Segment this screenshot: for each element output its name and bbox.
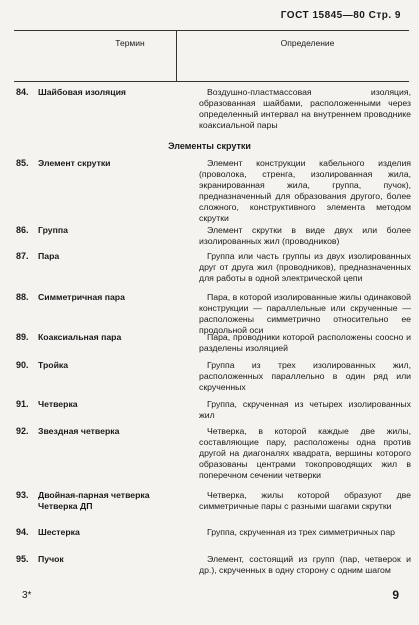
entry-number: 91.: [16, 399, 29, 409]
entry-term: Группа: [38, 225, 68, 235]
entry-term: Пучок: [38, 554, 64, 564]
page-number: 9: [392, 588, 399, 602]
column-header-term: Термин: [115, 38, 145, 48]
entry-definition: Четверка, жилы которой образуют две симметричные пары с разными шагами скрутки: [199, 490, 411, 511]
entry-number: 87.: [16, 251, 29, 261]
entry-definition: Воздушно-пластмассовая изоляция, образованная шайбами, расположенными через определенный интервал на внутреннем проводнике коаксиальной пары: [199, 87, 411, 130]
entry-term: Двойная-парная четверка Четверка ДП: [38, 490, 150, 511]
entry-term: Четверка: [38, 399, 78, 409]
entry-definition: Пара, в которой изолированные жилы одинаковой конструкции — параллельные или скрученные — расположены симметрично относительно ее продольной оси: [199, 292, 411, 335]
entry-definition: Четверка, в которой каждые две жилы, составляющие пару, расположены одна против другой на диагоналях квадрата, вершины которого образованы центрами токопроводящих жил в поперечном сечении четверки: [199, 426, 411, 480]
entry-term: Звездная четверка: [38, 426, 120, 436]
entry-number: 88.: [16, 292, 29, 302]
entry-term: Элемент скрутки: [38, 158, 111, 168]
entry-term: Шайбовая изоляция: [38, 87, 126, 97]
entry-definition: Группа, скрученная из трех симметричных пар: [207, 527, 395, 537]
section-title: Элементы скрутки: [168, 141, 251, 151]
entry-number: 95.: [16, 554, 29, 564]
page-header: ГОСТ 15845—80 Стр. 9: [280, 10, 401, 21]
entry-definition: Группа из трех изолированных жил, расположенных параллельно в один ряд или скрученных: [199, 360, 411, 392]
entry-number: 85.: [16, 158, 29, 168]
entry-number: 92.: [16, 426, 29, 436]
entry-number: 89.: [16, 332, 29, 342]
entry-definition: Группа или часть группы из двух изолированных друг от друга жил (проводников), предназначенных для работы в одной электрической цепи: [199, 251, 411, 283]
entry-number: 90.: [16, 360, 29, 370]
entry-definition: Элемент скрутки в виде двух или более изолированных жил (проводников): [199, 225, 411, 246]
entry-term: Симметричная пара: [38, 292, 125, 302]
entry-definition: Пара, проводники которой расположены соосно и разделены изоляцией: [199, 332, 411, 353]
entry-definition: Элемент, состоящий из групп (пар, четверок и др.), скрученных в одну сторону с одним шагом: [199, 554, 411, 575]
table-header-rule: [14, 81, 409, 82]
entry-term: Коаксиальная пара: [38, 332, 122, 342]
entry-definition: Элемент конструкции кабельного изделия (проволока, стренга, изолированная жила, экранированная жила, группа, пучок), предназначенный для образования другого, более сложного, конструктивного элемента методом скрутки: [199, 158, 411, 223]
entry-number: 86.: [16, 225, 29, 235]
entry-definition: Группа, скрученная из четырех изолированных жил: [199, 399, 411, 420]
entry-term: Тройка: [38, 360, 69, 370]
entry-number: 84.: [16, 87, 29, 97]
entry-term: Шестерка: [38, 527, 80, 537]
table-top-rule: [14, 30, 409, 31]
entry-term: Пара: [38, 251, 60, 261]
entry-number: 93.: [16, 490, 29, 500]
column-header-definition: Определение: [280, 38, 335, 48]
footer-signature-mark: 3*: [22, 590, 32, 601]
entry-number: 94.: [16, 527, 29, 537]
